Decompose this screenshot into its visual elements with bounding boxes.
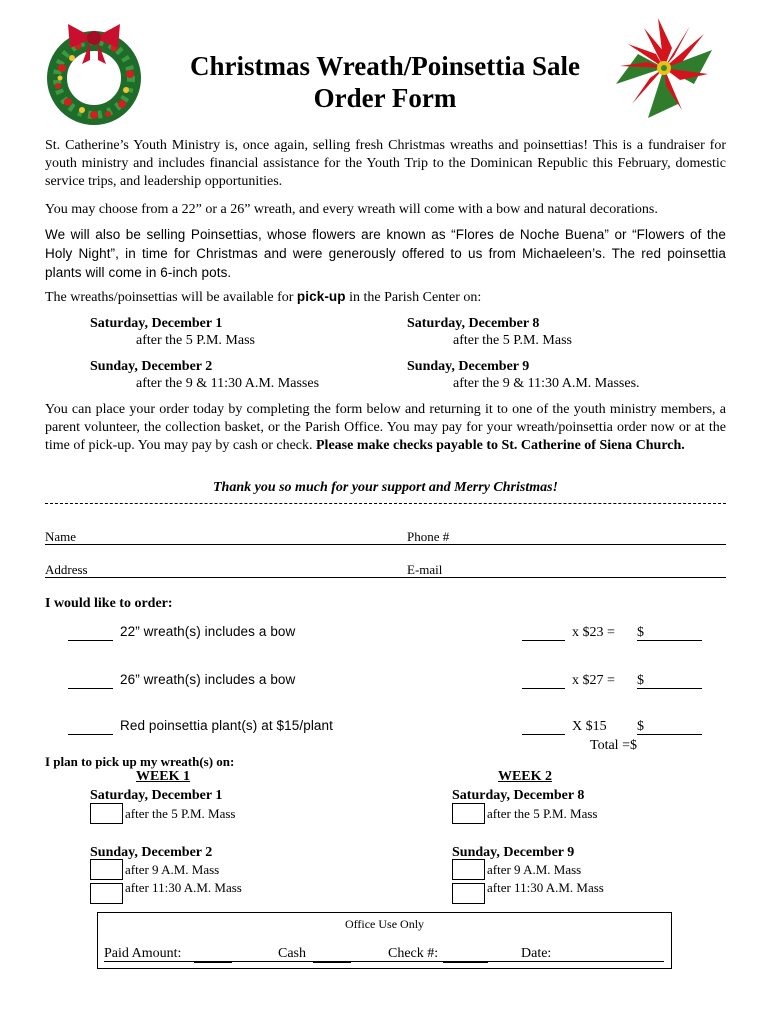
week1-sun-day: Sunday, December 2 <box>90 845 213 860</box>
paid-amount-label: Paid Amount: <box>104 946 182 961</box>
schedule-sun1-day: Sunday, December 2 <box>90 359 213 374</box>
office-underline <box>104 961 664 962</box>
schedule-sat2-time: after the 5 P.M. Mass <box>453 333 572 348</box>
pickup-intro-suffix: in the Parish Center on: <box>345 290 482 305</box>
item-22-dollar: $ <box>637 625 644 640</box>
item-poinsettia-label: Red poinsettia plant(s) at $15/plant <box>120 718 333 733</box>
check-number-label: Check #: <box>388 946 439 961</box>
phone-field[interactable] <box>460 526 724 544</box>
pickup-intro-text: The wreaths/poinsettias will be available for <box>45 290 297 305</box>
week2-sun-day: Sunday, December 9 <box>452 845 575 860</box>
week1-heading: WEEK 1 <box>135 769 191 784</box>
item-poinsettia-dollar: $ <box>637 719 644 734</box>
schedule-sun1-time: after the 9 & 11:30 A.M. Masses <box>136 376 320 391</box>
intro-paragraph-4 <box>45 288 726 307</box>
christmas-wreath-icon <box>38 18 150 126</box>
pickup-heading: I plan to pick up my wreath(s) on: <box>45 754 235 769</box>
subtotal-26-field[interactable] <box>637 672 702 689</box>
week2-sat-checkbox[interactable] <box>452 803 485 824</box>
cash-label: Cash <box>278 946 306 961</box>
email-field[interactable] <box>460 559 724 577</box>
item-26-dollar: $ <box>637 673 644 688</box>
title-line-1: Christmas Wreath/Poinsettia Sale <box>190 51 580 81</box>
total-label: Total =$ <box>590 738 637 753</box>
week1-sun-9am-option: after 9 A.M. Mass <box>125 862 220 877</box>
qty-22-wreath-input[interactable] <box>68 624 113 641</box>
intro-paragraph-2: You may choose from a 22” or a 26” wreath, and every wreath will come with a bow and natural decorations. <box>45 202 658 217</box>
qty-26-wreath-field[interactable] <box>522 672 565 689</box>
schedule-sat1-time: after the 5 P.M. Mass <box>136 333 255 348</box>
title-line-2: Order Form <box>313 83 457 113</box>
order-instructions-text: You can place your order today by completing the form below and returning it to one of the youth ministry members, a parent volunteer, the collection basket, or the Parish Office. You may pay for your wreath/poinsettia order now or at the time of pick-up. You may pay by cash or check. <box>45 402 726 453</box>
poinsettia-flower-icon <box>608 14 720 122</box>
week1-sun-9am-checkbox[interactable] <box>90 859 123 880</box>
week1-sat-checkbox[interactable] <box>90 803 123 824</box>
subtotal-poinsettia-field[interactable] <box>637 718 702 735</box>
name-field[interactable] <box>100 526 400 544</box>
item-poinsettia-price: X $15 <box>572 719 607 734</box>
week2-sat-day: Saturday, December 8 <box>452 788 585 803</box>
item-26-wreath-label: 26” wreath(s) includes a bow <box>120 672 296 687</box>
schedule-sat2-day: Saturday, December 8 <box>407 316 540 331</box>
cash-field[interactable] <box>313 946 351 963</box>
pickup-bold: pick-up <box>296 289 346 304</box>
week2-sun-9am-checkbox[interactable] <box>452 859 485 880</box>
check-number-field[interactable] <box>443 946 488 963</box>
phone-label: Phone # <box>407 529 450 544</box>
qty-poinsettia-input[interactable] <box>68 718 113 735</box>
week2-sun-1130-checkbox[interactable] <box>452 883 485 904</box>
week2-sun-1130-option: after 11:30 A.M. Mass <box>487 880 604 895</box>
qty-26-wreath-input[interactable] <box>68 672 113 689</box>
address-label: Address <box>45 562 88 577</box>
item-22-wreath-label: 22” wreath(s) includes a bow <box>120 624 296 639</box>
subtotal-22-field[interactable] <box>637 624 702 641</box>
checks-payable-note: Please make checks payable to St. Catherine of Siena Church. <box>316 438 685 453</box>
email-label: E-mail <box>407 562 443 577</box>
thank-you-note: Thank you so much for your support and Merry Christmas! <box>212 480 559 495</box>
intro-paragraph-3: We will also be selling Poinsettias, whose flowers are known as “Flores de Noche Buena” or “Flowers of the Holy Night”, in time for Christmas and were generously offered to us from Michaeleen’s. The red poinsettia plants will come in 6-inch pots. <box>45 227 726 280</box>
intro-paragraph-1: St. Catherine’s Youth Ministry is, once again, selling fresh Christmas wreaths and poinsettias! This is a fundraiser for youth ministry and includes financial assistance for the Youth Trip to the Dominican Republic this February, domestic service trips, and leadership opportunities. <box>45 138 726 189</box>
office-use-box <box>97 912 672 969</box>
schedule-sun2-time: after the 9 & 11:30 A.M. Masses. <box>453 376 640 391</box>
week1-sat-option: after the 5 P.M. Mass <box>125 806 236 821</box>
office-use-heading: Office Use Only <box>344 917 425 931</box>
qty-22-wreath-field[interactable] <box>522 624 565 641</box>
week2-sat-option: after the 5 P.M. Mass <box>487 806 598 821</box>
qty-poinsettia-field[interactable] <box>522 718 565 735</box>
week2-heading: WEEK 2 <box>497 769 553 784</box>
page-title <box>150 50 620 114</box>
item-26-price: x $27 = <box>572 673 615 688</box>
address-field[interactable] <box>100 559 400 577</box>
week1-sat-day: Saturday, December 1 <box>90 788 223 803</box>
week2-sun-9am-option: after 9 A.M. Mass <box>487 862 582 877</box>
week1-sun-1130-option: after 11:30 A.M. Mass <box>125 880 242 895</box>
order-heading: I would like to order: <box>45 596 173 611</box>
schedule-sat1-day: Saturday, December 1 <box>90 316 223 331</box>
order-instructions <box>45 401 726 455</box>
schedule-sun2-day: Sunday, December 9 <box>407 359 530 374</box>
week1-sun-1130-checkbox[interactable] <box>90 883 123 904</box>
item-22-price: x $23 = <box>572 625 615 640</box>
date-label: Date: <box>521 946 552 961</box>
name-label: Name <box>45 529 77 544</box>
cut-line-divider <box>45 503 726 504</box>
